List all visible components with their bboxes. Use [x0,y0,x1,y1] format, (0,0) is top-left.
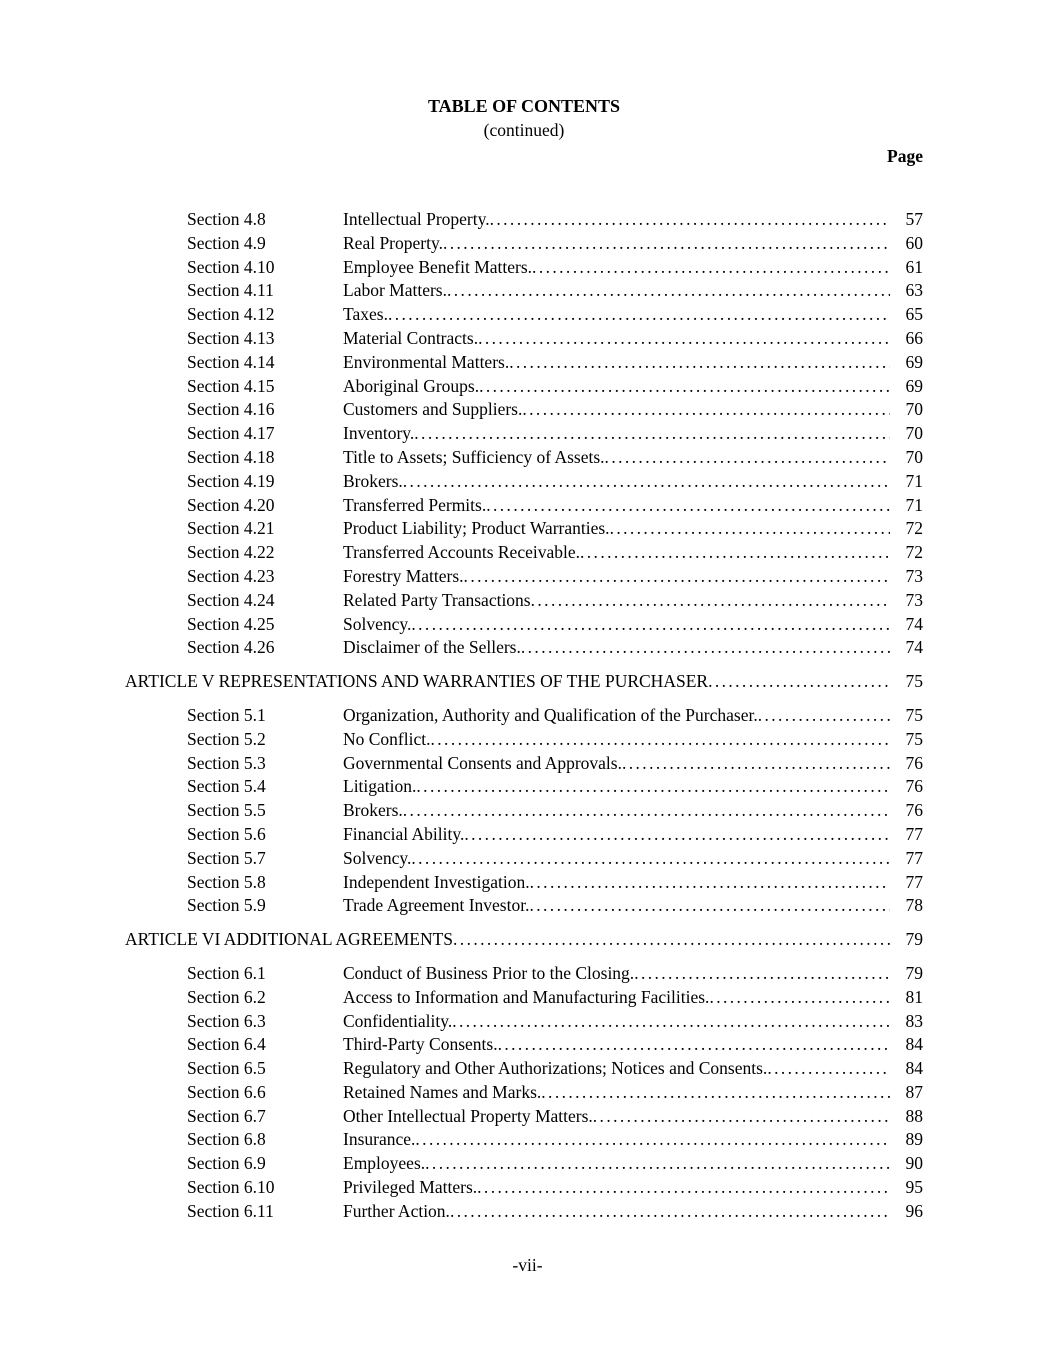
toc-section-row [125,232,923,256]
toc-entry-title: Retained Names and Marks. ..... [343,1081,890,1105]
toc-entry-title: Environmental Matters. ..... [343,351,890,375]
toc-entry-title: Further Action. ..... [343,1200,890,1224]
toc-section-row [125,375,923,399]
toc-section-label: Section 4.15 [187,375,275,396]
toc-entry-title: Other Intellectual Property Matters. ..... [343,1105,890,1129]
toc-section-label: Section 4.20 [187,494,275,515]
toc-entry-title: Brokers. ..... [343,470,890,494]
toc-entry-title: No Conflict. ..... [343,728,890,752]
toc-section-row [125,279,923,303]
toc-entry-title: Independent Investigation. ..... [343,871,890,895]
toc-page-number: 57 [905,209,923,229]
toc-entry-title: Insurance. ..... [343,1128,890,1152]
toc-section-row [125,422,923,446]
toc-page-number: 88 [905,1105,923,1126]
toc-entry-title: Employee Benefit Matters. ..... [343,256,890,280]
toc-section-label: Section 4.11 [187,280,274,301]
toc-entry-title: Related Party Transactions ..... [343,589,890,613]
toc-section-row [125,962,923,986]
toc-section-row [125,1081,923,1105]
toc-entry-title: Solvency. ..... [343,847,890,871]
toc-entry-title: Inventory. ..... [343,422,890,446]
toc-section-label: Section 4.13 [187,327,275,348]
toc-entry-title: Disclaimer of the Sellers. ..... [343,636,890,660]
toc-section-label: Section 6.2 [187,986,266,1007]
toc-section-row [125,613,923,637]
toc-section-label: Section 4.19 [187,470,275,491]
toc-page-number: 77 [905,871,923,892]
toc-page-number: 79 [905,962,923,983]
toc-section-row [125,799,923,823]
toc-page-number: 84 [905,1058,923,1079]
toc-section-label: Section 6.11 [187,1200,274,1221]
toc-page-number: 74 [905,613,923,634]
toc-section-row [125,208,923,232]
toc-entry-title: Aboriginal Groups. ..... [343,375,890,399]
toc-section-row [125,636,923,660]
toc-entry-title: Regulatory and Other Authorizations; Notices and Consents. ..... [343,1057,890,1081]
toc-page-number: 61 [905,256,923,277]
toc-section-row [125,775,923,799]
toc-entry-title: Third-Party Consents. ..... [343,1033,890,1057]
toc-section-label: Section 6.9 [187,1153,266,1174]
toc-page-number: 76 [905,752,923,773]
toc-section-label: Section 4.9 [187,232,266,253]
toc-section-row [125,517,923,541]
toc-section-row [125,398,923,422]
toc-page-number: 60 [905,232,923,253]
page-title: TABLE OF CONTENTS [427,96,621,116]
toc-entry-title: Employees. ..... [343,1152,890,1176]
toc-page-number: 75 [905,671,923,692]
toc-section-label: Section 6.6 [187,1081,266,1102]
toc-page-number: 77 [905,823,923,844]
toc-section-label: Section 6.5 [187,1058,266,1079]
toc-page-number: 84 [905,1034,923,1055]
toc-section-row [125,446,923,470]
toc-entry-title: Material Contracts. ..... [343,327,890,351]
toc-section-row [125,327,923,351]
toc-page-number: 89 [905,1129,923,1150]
toc-section-row [125,1128,923,1152]
page-subtitle: (continued) [483,120,565,140]
toc-page-number: 75 [905,728,923,749]
toc-page-number: 70 [905,423,923,444]
toc-section-label: Section 5.9 [187,895,266,916]
toc-page-number: 73 [905,565,923,586]
toc-section-row [125,704,923,728]
toc-section-row [125,589,923,613]
toc-page-number: 72 [905,542,923,563]
toc-section-label: Section 4.8 [187,209,266,229]
toc-page-number: 63 [905,280,923,301]
toc-page-number: 96 [905,1200,923,1221]
toc-section-row [125,541,923,565]
toc-section-label: Section 6.10 [187,1177,275,1198]
toc-section-label: Section 4.10 [187,256,275,277]
toc-page-number: 87 [905,1081,923,1102]
toc-entry-title: Solvency. ..... [343,613,890,637]
toc-article-row [125,928,923,952]
toc-page-number: 69 [905,375,923,396]
toc-entry-title: Organization, Authority and Qualification of the Purchaser. ..... [343,704,890,728]
toc-section-row [125,871,923,895]
toc-entry-title: Access to Information and Manufacturing Facilities. ..... [343,986,890,1010]
toc-page-number: 69 [905,351,923,372]
toc-section-row [125,752,923,776]
toc-page-number: 71 [905,470,923,491]
toc-section-label: Section 5.1 [187,704,266,725]
toc-section-label: Section 6.3 [187,1010,266,1031]
toc-page-number: 78 [905,895,923,916]
toc-section-row [125,894,923,918]
toc-entry-title: Litigation. ..... [343,775,890,799]
toc-section-label: Section 4.25 [187,613,275,634]
toc-page-number: 95 [905,1177,923,1198]
toc-section-label: Section 5.7 [187,847,266,868]
toc-section-label: Section 4.26 [187,637,275,658]
toc-entry-title: Taxes. ..... [343,303,890,327]
toc-section-row [125,470,923,494]
toc-section-row [125,565,923,589]
toc-section-row [125,847,923,871]
toc-section-label: Section 4.12 [187,304,275,325]
toc-section-label: Section 4.23 [187,565,275,586]
toc-section-label: Section 6.7 [187,1105,266,1126]
toc-section-label: Section 4.22 [187,542,275,563]
toc-entry-title: Real Property. ..... [343,232,890,256]
toc-page-number: 70 [905,399,923,420]
toc-section-label: Section 5.3 [187,752,266,773]
toc-page-number: 75 [905,704,923,725]
toc-page-number: 79 [905,929,923,950]
toc-section-label: Section 4.24 [187,589,275,610]
toc-article-row [125,670,923,694]
toc-section-label: Section 5.2 [187,728,266,749]
toc-section-label: Section 5.6 [187,823,266,844]
toc-entry-title: Conduct of Business Prior to the Closing. ..... [343,962,890,986]
toc-section-row [125,1105,923,1129]
toc-entry-title: Governmental Consents and Approvals. ..... [343,752,890,776]
toc-entry-title: Confidentiality. ..... [343,1010,890,1034]
toc-page-number: 65 [905,304,923,325]
toc-section-row [125,728,923,752]
toc-section-row [125,1057,923,1081]
toc-section-label: Section 4.16 [187,399,275,420]
toc-section-row [125,1200,923,1224]
toc-page-number: 73 [905,589,923,610]
toc-section-row [125,1010,923,1034]
toc-section-row [125,256,923,280]
toc-section-label: Section 4.18 [187,446,275,467]
toc-section-row [125,986,923,1010]
toc-page-number: 72 [905,518,923,539]
toc-entry-title: Privileged Matters. ..... [343,1176,890,1200]
toc-page-number: 71 [905,494,923,515]
toc-entry-title: Customers and Suppliers. ..... [343,398,890,422]
toc-section-row [125,494,923,518]
toc-section-row [125,1152,923,1176]
toc-page-number: 77 [905,847,923,868]
toc-page-number: 66 [905,327,923,348]
toc-page-number: 70 [905,446,923,467]
toc-entry-title: Transferred Permits. ..... [343,494,890,518]
toc-entry-title: Product Liability; Product Warranties. ..... [343,517,890,541]
toc-page-number: 76 [905,800,923,821]
toc-page-number: 74 [905,637,923,658]
toc-entry-title: Trade Agreement Investor. ..... [343,894,890,918]
toc-article-title: ARTICLE V REPRESENTATIONS AND WARRANTIES OF THE PURCHASER ..... [125,670,890,694]
toc-section-label: Section 4.21 [187,518,275,539]
page-column-label: Page [887,146,923,166]
toc-section-label: Section 4.17 [187,423,275,444]
toc-entry-title: Brokers. ..... [343,799,890,823]
toc-page-number: 76 [905,776,923,797]
toc-section-row [125,303,923,327]
toc-section-label: Section 4.14 [187,351,275,372]
page-number-footer: -vii- [512,1255,543,1275]
toc-entry-title: Forestry Matters. ..... [343,565,890,589]
toc-section-label: Section 5.8 [187,871,266,892]
toc-section-label: Section 5.4 [187,776,266,797]
toc-entry-title: Financial Ability. ..... [343,823,890,847]
toc-section-label: Section 5.5 [187,800,266,821]
toc-entry-title: Labor Matters. ..... [343,279,890,303]
toc-entry-title: Intellectual Property. ..... [343,208,890,232]
toc-section-row [125,351,923,375]
toc-section-label: Section 6.4 [187,1034,266,1055]
toc-section-row [125,1176,923,1200]
toc-section-label: Section 6.1 [187,962,266,983]
toc-section-label: Section 6.8 [187,1129,266,1150]
toc-section-row [125,823,923,847]
toc-page-number: 90 [905,1153,923,1174]
toc-page-number: 81 [905,986,923,1007]
toc-entry-title: Title to Assets; Sufficiency of Assets. ..... [343,446,890,470]
toc-page-number: 83 [905,1010,923,1031]
toc-article-title: ARTICLE VI ADDITIONAL AGREEMENTS ..... [125,928,890,952]
toc-entry-title: Transferred Accounts Receivable. ..... [343,541,890,565]
toc-list [125,208,923,1224]
toc-section-row [125,1033,923,1057]
